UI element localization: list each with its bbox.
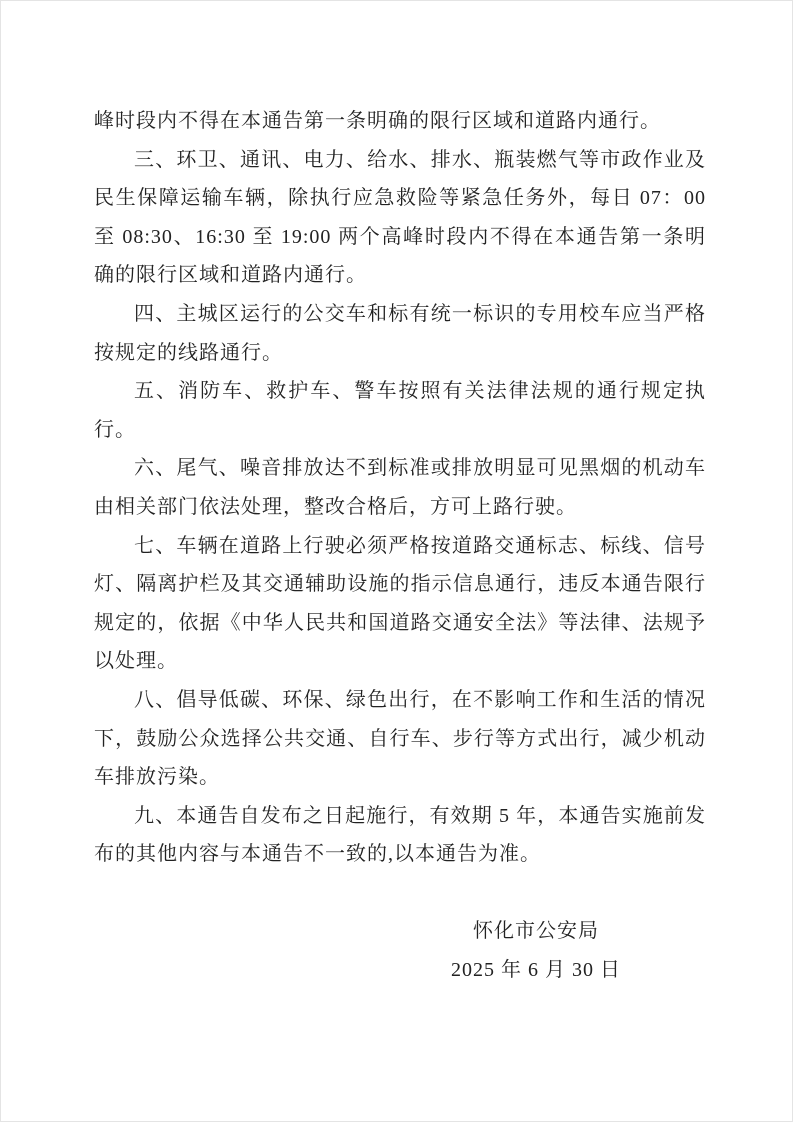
document-body [94,102,706,990]
issuer-signature: 怀化市公安局 [473,920,599,943]
issue-date: 2025 年 6 月 30 日 [451,959,621,982]
clause-4: 四、主城区运行的公交车和标有统一标识的专用校车应当严格按规定的线路通行。 [94,302,706,364]
clause-7: 七、车辆在道路上行驶必须严格按道路交通标志、标线、信号灯、隔离护栏及其交通辅助设施的指示信息通行，违反本通告限行规定的，依据《中华人民共和国道路交通安全法》等法律、法规予以处理。 [94,534,706,673]
clause-3: 三、环卫、通讯、电力、给水、排水、瓶装燃气等市政作业及民生保障运输车辆，除执行应急救险等紧急任务外，每日 07：00 至 08:30、16:30 至 19:00 两个高峰时段内不得在本通告第一条明确的限行区域和道路内通行。 [94,148,706,287]
continuation-line: 峰时段内不得在本通告第一条明确的限行区域和道路内通行。 [94,110,661,132]
clause-8: 八、倡导低碳、环保、绿色出行，在不影响工作和生活的情况下，鼓励公众选择公共交通、自行车、步行等方式出行，减少机动车排放污染。 [94,688,706,789]
clause-5: 五、消防车、救护车、警车按照有关法律法规的通行规定执行。 [94,380,706,441]
signature-block [416,912,656,989]
clause-6: 六、尾气、噪音排放达不到标准或排放明显可见黑烟的机动车由相关部门依法处理，整改合格后，方可上路行驶。 [94,457,706,518]
clause-9: 九、本通告自发布之日起施行，有效期 5 年，本通告实施前发布的其他内容与本通告不一致的,以本通告为准。 [94,804,706,866]
